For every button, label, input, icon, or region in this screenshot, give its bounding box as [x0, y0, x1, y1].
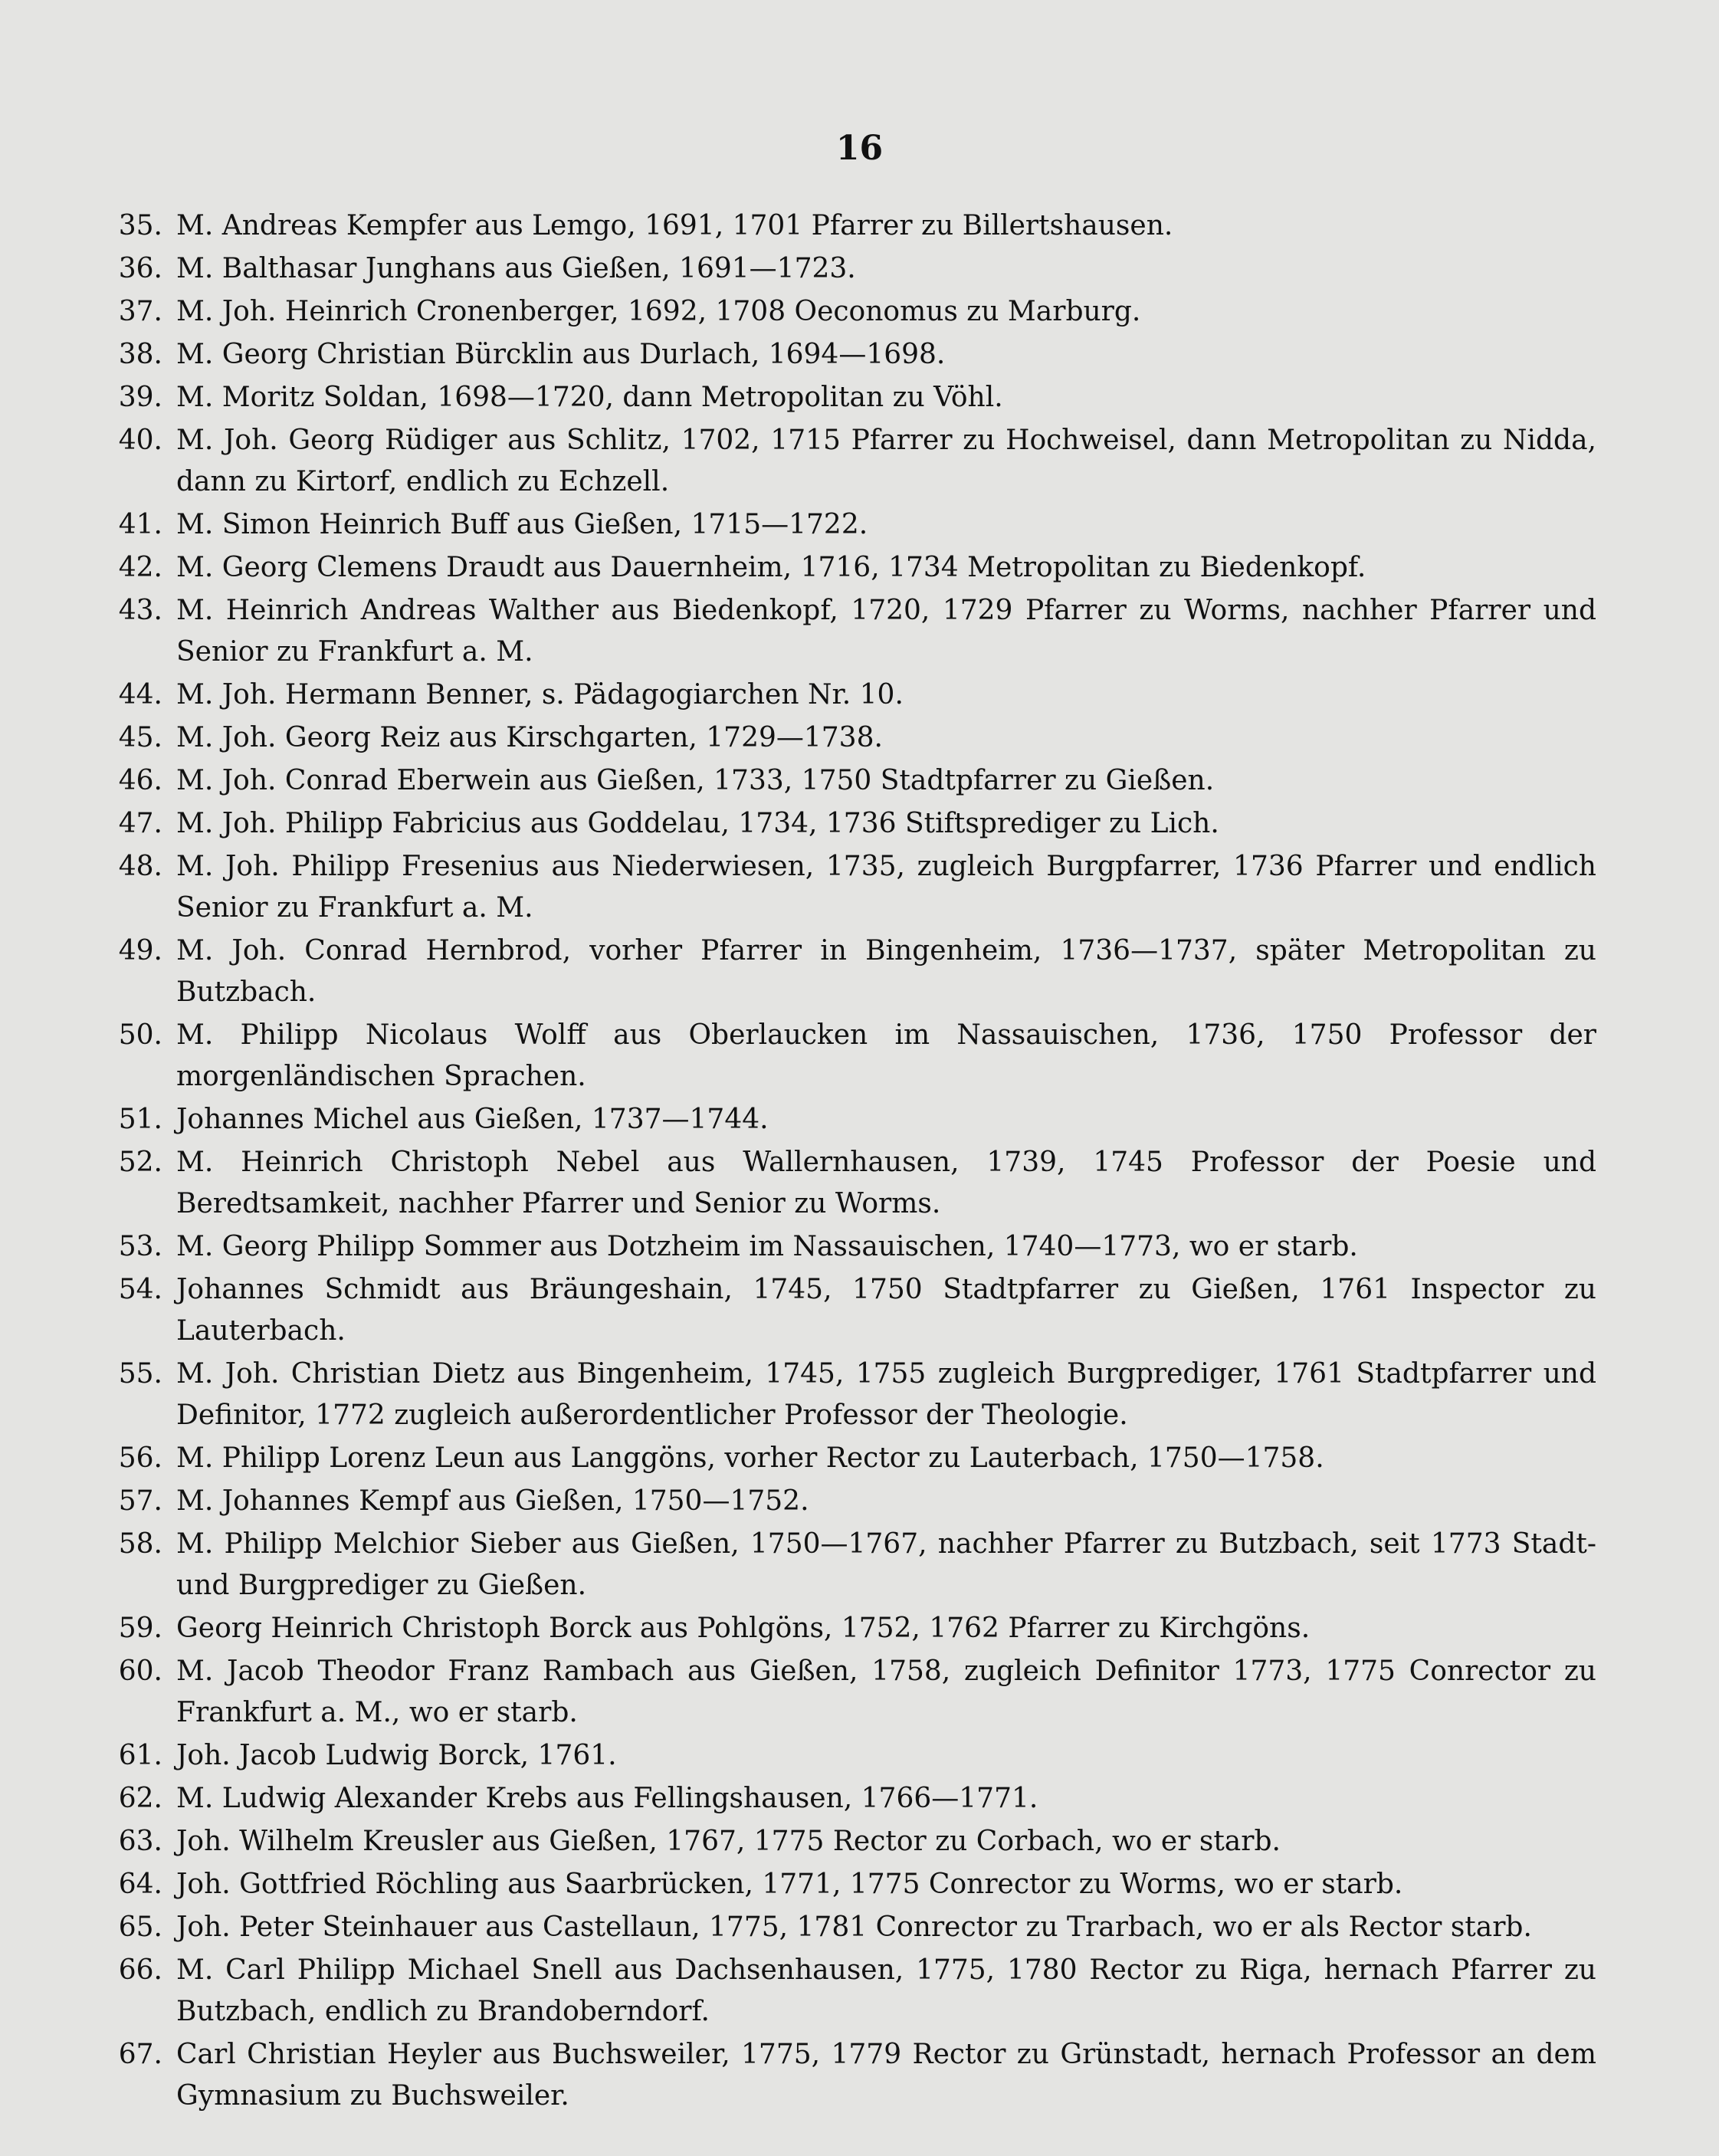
entry-text: M. Carl Philipp Michael Snell aus Dachsenhausen, 1775, 1780 Rector zu Riga, hernach Pfarrer zu Butzbach, endlich zu Brandoberndorf. — [176, 1954, 1596, 2027]
entry-text: M. Simon Heinrich Buff aus Gießen, 1715—1722. — [176, 509, 868, 540]
entry-number: 67. — [118, 2039, 162, 2070]
entry-text: M. Joh. Conrad Eberwein aus Gießen, 1733, 1750 Stadtpfarrer zu Gießen. — [176, 765, 1215, 796]
entry-text: M. Joh. Christian Dietz aus Bingenheim, 1745, 1755 zugleich Burgprediger, 1761 Stadtpfarrer und Definitor, 1772 zugleich außerordentlicher Professor der Theologie. — [176, 1358, 1596, 1431]
entry-text: M. Georg Philipp Sommer aus Dotzheim im Nassauischen, 1740—1773, wo er starb. — [176, 1231, 1358, 1262]
list-item — [92, 760, 1596, 802]
list-item — [92, 1778, 1596, 1820]
list-item — [92, 803, 1596, 845]
page-number: 16 — [835, 129, 884, 168]
entry-text: M. Joh. Georg Rüdiger aus Schlitz, 1702, 1715 Pfarrer zu Hochweisel, dann Metropolitan zu Nidda, dann zu Kirtorf, endlich zu Echzell. — [176, 425, 1596, 497]
entry-number: 57. — [118, 1485, 162, 1517]
list-item — [92, 1735, 1596, 1777]
entry-number: 58. — [118, 1528, 162, 1560]
list-item — [92, 377, 1596, 418]
entry-number: 56. — [118, 1442, 162, 1474]
entry-text: Georg Heinrich Christoph Borck aus Pohlgöns, 1752, 1762 Pfarrer zu Kirchgöns. — [176, 1613, 1311, 1644]
entry-text: Joh. Wilhelm Kreusler aus Gießen, 1767, 1775 Rector zu Corbach, wo er starb. — [176, 1826, 1281, 1857]
entry-number: 50. — [118, 1019, 162, 1051]
list-item — [92, 248, 1596, 290]
list-item — [92, 504, 1596, 546]
entry-number: 66. — [118, 1954, 162, 1986]
entry-text: M. Joh. Hermann Benner, s. Pädagogiarchen Nr. 10. — [176, 679, 904, 710]
entry-text: M. Johannes Kempf aus Gießen, 1750—1752. — [176, 1485, 809, 1517]
list-item — [92, 1651, 1596, 1734]
entry-text: M. Joh. Heinrich Cronenberger, 1692, 1708 Oeconomus zu Marburg. — [176, 296, 1141, 327]
list-item — [92, 1142, 1596, 1225]
list-item — [92, 1438, 1596, 1479]
entry-number: 40. — [118, 425, 162, 456]
entry-number: 60. — [118, 1656, 162, 1687]
entry-number: 43. — [118, 595, 162, 626]
entry-text: M. Balthasar Junghans aus Gießen, 1691—1723. — [176, 253, 856, 284]
entry-number: 64. — [118, 1869, 162, 1900]
list-item — [92, 1821, 1596, 1862]
entry-number: 52. — [118, 1147, 162, 1178]
entry-text: M. Heinrich Andreas Walther aus Biedenkopf, 1720, 1729 Pfarrer zu Worms, nachher Pfarrer und Senior zu Frankfurt a. M. — [176, 595, 1596, 668]
entry-number: 44. — [118, 679, 162, 710]
list-item — [92, 1907, 1596, 1948]
list-item — [92, 2034, 1596, 2117]
list-item — [92, 291, 1596, 333]
entry-text: M. Joh. Georg Reiz aus Kirschgarten, 1729—1738. — [176, 722, 883, 753]
entry-number: 65. — [118, 1912, 162, 1943]
list-item — [92, 1099, 1596, 1140]
entry-number: 46. — [118, 765, 162, 796]
entry-number: 62. — [118, 1783, 162, 1814]
entry-text: M. Joh. Philipp Fabricius aus Goddelau, 1734, 1736 Stiftsprediger zu Lich. — [176, 808, 1219, 839]
entry-text: M. Philipp Nicolaus Wolff aus Oberlaucken im Nassauischen, 1736, 1750 Professor der morgenländischen Sprachen. — [176, 1019, 1596, 1092]
entry-number: 53. — [118, 1231, 162, 1262]
entry-text: M. Joh. Conrad Hernbrod, vorher Pfarrer in Bingenheim, 1736—1737, später Metropolitan zu Butzbach. — [176, 935, 1596, 1008]
entry-number: 42. — [118, 552, 162, 583]
list-item — [92, 846, 1596, 929]
list-item — [92, 1950, 1596, 2033]
entry-number: 38. — [118, 339, 162, 370]
entry-number: 55. — [118, 1358, 162, 1390]
list-item — [92, 1015, 1596, 1098]
entry-text: M. Moritz Soldan, 1698—1720, dann Metropolitan zu Vöhl. — [176, 382, 1003, 413]
list-item — [92, 1269, 1596, 1352]
entry-number: 37. — [118, 296, 162, 327]
entry-number: 51. — [118, 1104, 162, 1135]
entry-number: 45. — [118, 722, 162, 753]
entry-number: 41. — [118, 509, 162, 540]
list-item — [92, 1226, 1596, 1268]
list-item — [92, 547, 1596, 589]
entry-text: M. Georg Christian Bürcklin aus Durlach, 1694—1698. — [176, 339, 946, 370]
entry-text: M. Heinrich Christoph Nebel aus Wallernhausen, 1739, 1745 Professor der Poesie und Beredtsamkeit, nachher Pfarrer und Senior zu Worms. — [176, 1147, 1596, 1219]
list-item — [92, 590, 1596, 673]
entry-text: M. Georg Clemens Draudt aus Dauernheim, 1716, 1734 Metropolitan zu Biedenkopf. — [176, 552, 1366, 583]
entry-text: Carl Christian Heyler aus Buchsweiler, 1775, 1779 Rector zu Grünstadt, hernach Professor an dem Gymnasium zu Buchsweiler. — [176, 2039, 1596, 2112]
entry-list — [92, 205, 1596, 2118]
list-item — [92, 674, 1596, 716]
list-item — [92, 1524, 1596, 1606]
list-item — [92, 930, 1596, 1013]
list-item — [92, 205, 1596, 247]
list-item — [92, 1354, 1596, 1436]
list-item — [92, 334, 1596, 376]
list-item — [92, 1864, 1596, 1905]
entry-number: 36. — [118, 253, 162, 284]
entry-text: M. Philipp Lorenz Leun aus Langgöns, vorher Rector zu Lauterbach, 1750—1758. — [176, 1442, 1324, 1474]
entry-text: Johannes Michel aus Gießen, 1737—1744. — [176, 1104, 769, 1135]
entry-text: M. Philipp Melchior Sieber aus Gießen, 1750—1767, nachher Pfarrer zu Butzbach, seit 1773 Stadt- und Burgprediger zu Gießen. — [176, 1528, 1596, 1601]
entry-text: Joh. Jacob Ludwig Borck, 1761. — [176, 1740, 617, 1771]
entry-text: M. Joh. Philipp Fresenius aus Niederwiesen, 1735, zugleich Burgpfarrer, 1736 Pfarrer und endlich Senior zu Frankfurt a. M. — [176, 851, 1596, 924]
entry-number: 59. — [118, 1613, 162, 1644]
list-item — [92, 717, 1596, 759]
entry-text: Johannes Schmidt aus Bräungeshain, 1745, 1750 Stadtpfarrer zu Gießen, 1761 Inspector zu Lauterbach. — [176, 1274, 1596, 1347]
entry-number: 63. — [118, 1826, 162, 1857]
entry-number: 54. — [118, 1274, 162, 1305]
entry-number: 39. — [118, 382, 162, 413]
entry-text: M. Ludwig Alexander Krebs aus Fellingshausen, 1766—1771. — [176, 1783, 1038, 1814]
entry-number: 47. — [118, 808, 162, 839]
entry-text: Joh. Peter Steinhauer aus Castellaun, 1775, 1781 Conrector zu Trarbach, wo er als Rector starb. — [176, 1912, 1532, 1943]
entry-number: 49. — [118, 935, 162, 966]
list-item — [92, 1481, 1596, 1522]
entry-text: Joh. Gottfried Röchling aus Saarbrücken, 1771, 1775 Conrector zu Worms, wo er starb. — [176, 1869, 1403, 1900]
entry-text: M. Andreas Kempfer aus Lemgo, 1691, 1701 Pfarrer zu Billertshausen. — [176, 210, 1173, 241]
list-item — [92, 420, 1596, 503]
list-item — [92, 1608, 1596, 1649]
entry-number: 35. — [118, 210, 162, 241]
entry-text: M. Jacob Theodor Franz Rambach aus Gießen, 1758, zugleich Definitor 1773, 1775 Conrector zu Frankfurt a. M., wo er starb. — [176, 1656, 1596, 1728]
entry-number: 48. — [118, 851, 162, 882]
entry-number: 61. — [118, 1740, 162, 1771]
